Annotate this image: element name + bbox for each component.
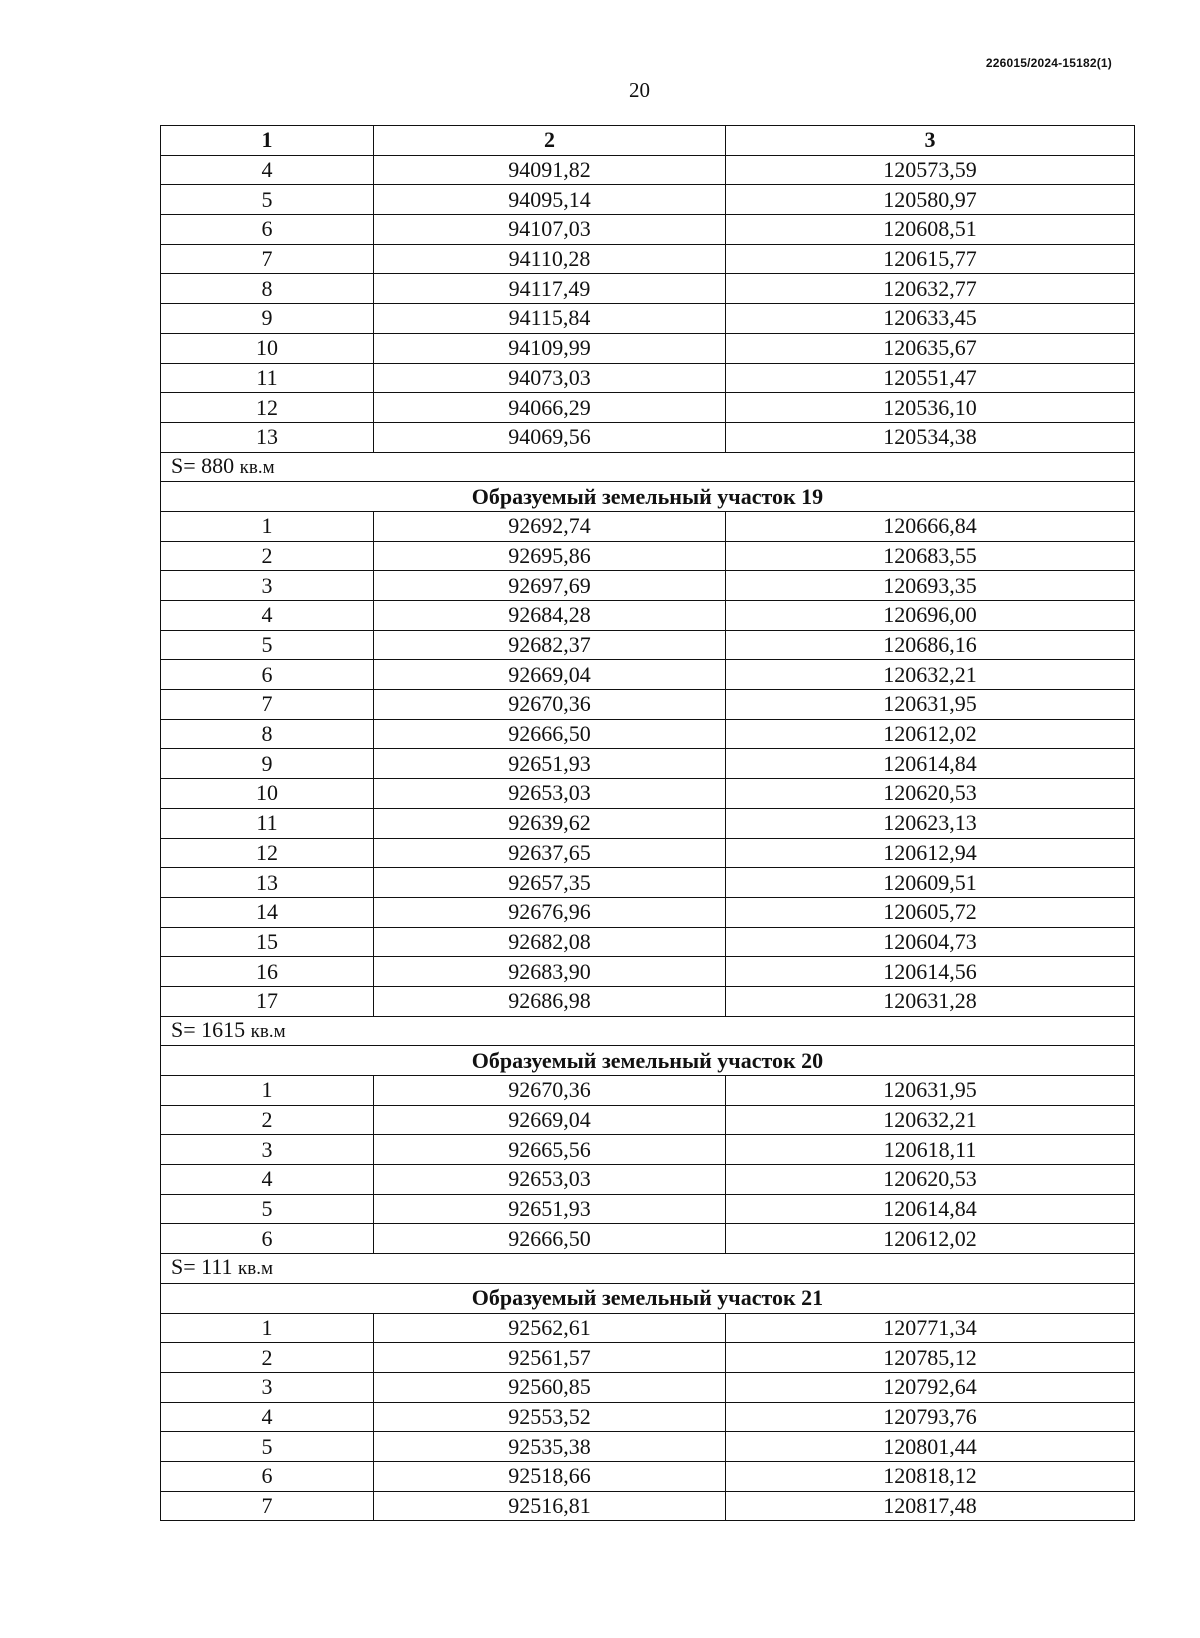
y-coordinate-cell: 120612,02: [726, 1224, 1135, 1254]
point-number-cell: 11: [161, 363, 374, 393]
table-header: [161, 126, 1135, 156]
point-number-cell: 9: [161, 749, 374, 779]
table-row: [161, 1194, 1135, 1224]
table-row: [161, 1224, 1135, 1254]
table-row: [161, 630, 1135, 660]
point-number-cell: 8: [161, 719, 374, 749]
area-value: S= 880: [171, 452, 235, 478]
table-row: [161, 363, 1135, 393]
table-row: [161, 333, 1135, 363]
table-row: [161, 1076, 1135, 1106]
table-row: [161, 215, 1135, 245]
y-coordinate-cell: 120683,55: [726, 541, 1135, 571]
y-coordinate-cell: 120604,73: [726, 927, 1135, 957]
point-number-cell: 17: [161, 986, 374, 1016]
table-row: [161, 660, 1135, 690]
point-number-cell: 16: [161, 957, 374, 987]
x-coordinate-cell: 92665,56: [374, 1135, 726, 1165]
y-coordinate-cell: 120615,77: [726, 244, 1135, 274]
table-row: [161, 393, 1135, 423]
table-row: [161, 1135, 1135, 1165]
table-row: [161, 1313, 1135, 1343]
x-coordinate-cell: 92683,90: [374, 957, 726, 987]
table-row: [161, 155, 1135, 185]
point-number-cell: 12: [161, 393, 374, 423]
point-number-cell: 13: [161, 868, 374, 898]
y-coordinate-cell: 120620,53: [726, 1165, 1135, 1195]
x-coordinate-cell: 94066,29: [374, 393, 726, 423]
table-row: [161, 808, 1135, 838]
y-coordinate-cell: 120635,67: [726, 333, 1135, 363]
header-row: [161, 126, 1135, 156]
table-row: [161, 838, 1135, 868]
table-row: [161, 749, 1135, 779]
point-number-cell: 5: [161, 1432, 374, 1462]
x-coordinate-cell: 92676,96: [374, 897, 726, 927]
point-number-cell: 7: [161, 244, 374, 274]
table-row: [161, 1432, 1135, 1462]
x-coordinate-cell: 92670,36: [374, 690, 726, 720]
x-coordinate-cell: 92561,57: [374, 1343, 726, 1373]
x-coordinate-cell: 94095,14: [374, 185, 726, 215]
y-coordinate-cell: 120785,12: [726, 1343, 1135, 1373]
point-number-cell: 10: [161, 333, 374, 363]
table-row: [161, 927, 1135, 957]
section-title: Образуемый земельный участок 19: [161, 482, 1135, 512]
y-coordinate-cell: 120693,35: [726, 571, 1135, 601]
header-col-2: 2: [374, 126, 726, 156]
point-number-cell: 11: [161, 808, 374, 838]
y-coordinate-cell: 120623,13: [726, 808, 1135, 838]
y-coordinate-cell: 120609,51: [726, 868, 1135, 898]
point-number-cell: 6: [161, 215, 374, 245]
y-coordinate-cell: 120771,34: [726, 1313, 1135, 1343]
point-number-cell: 8: [161, 274, 374, 304]
point-number-cell: 3: [161, 1372, 374, 1402]
x-coordinate-cell: 92653,03: [374, 779, 726, 809]
table-row: [161, 1343, 1135, 1373]
point-number-cell: 5: [161, 185, 374, 215]
point-number-cell: 1: [161, 1076, 374, 1106]
point-number-cell: 7: [161, 1491, 374, 1521]
table-row: [161, 1461, 1135, 1491]
y-coordinate-cell: 120536,10: [726, 393, 1135, 423]
x-coordinate-cell: 92669,04: [374, 660, 726, 690]
table-row: [161, 571, 1135, 601]
table-row: [161, 511, 1135, 541]
x-coordinate-cell: 92682,08: [374, 927, 726, 957]
area-cell: [161, 452, 1135, 482]
y-coordinate-cell: 120666,84: [726, 511, 1135, 541]
y-coordinate-cell: 120612,02: [726, 719, 1135, 749]
y-coordinate-cell: 120632,21: [726, 660, 1135, 690]
point-number-cell: 2: [161, 541, 374, 571]
table-row: [161, 541, 1135, 571]
y-coordinate-cell: 120580,97: [726, 185, 1135, 215]
y-coordinate-cell: 120817,48: [726, 1491, 1135, 1521]
x-coordinate-cell: 92639,62: [374, 808, 726, 838]
area-row: [161, 452, 1135, 482]
x-coordinate-cell: 94115,84: [374, 304, 726, 334]
table-row: [161, 601, 1135, 631]
section-row: [161, 482, 1135, 512]
point-number-cell: 14: [161, 897, 374, 927]
table-row: [161, 897, 1135, 927]
point-number-cell: 2: [161, 1105, 374, 1135]
table-row: [161, 986, 1135, 1016]
table-row: [161, 1491, 1135, 1521]
point-number-cell: 6: [161, 1461, 374, 1491]
x-coordinate-cell: 92686,98: [374, 986, 726, 1016]
x-coordinate-cell: 92516,81: [374, 1491, 726, 1521]
y-coordinate-cell: 120696,00: [726, 601, 1135, 631]
y-coordinate-cell: 120631,95: [726, 690, 1135, 720]
table-row: [161, 1372, 1135, 1402]
coordinates-table: [160, 125, 1135, 1521]
point-number-cell: 4: [161, 601, 374, 631]
x-coordinate-cell: 94107,03: [374, 215, 726, 245]
y-coordinate-cell: 120614,84: [726, 1194, 1135, 1224]
point-number-cell: 2: [161, 1343, 374, 1373]
x-coordinate-cell: 92670,36: [374, 1076, 726, 1106]
x-coordinate-cell: 94109,99: [374, 333, 726, 363]
x-coordinate-cell: 92669,04: [374, 1105, 726, 1135]
section-title: Образуемый земельный участок 20: [161, 1046, 1135, 1076]
table-row: [161, 957, 1135, 987]
y-coordinate-cell: 120573,59: [726, 155, 1135, 185]
point-number-cell: 5: [161, 1194, 374, 1224]
table-row: [161, 244, 1135, 274]
point-number-cell: 6: [161, 1224, 374, 1254]
page-number: [0, 78, 1200, 103]
x-coordinate-cell: 94069,56: [374, 422, 726, 452]
y-coordinate-cell: 120792,64: [726, 1372, 1135, 1402]
x-coordinate-cell: 92682,37: [374, 630, 726, 660]
area-row: [161, 1254, 1135, 1284]
x-coordinate-cell: 92666,50: [374, 719, 726, 749]
area-unit: кв.м: [238, 1258, 273, 1280]
point-number-cell: 1: [161, 1313, 374, 1343]
page-number-text: 20: [629, 78, 650, 102]
area-row: [161, 1016, 1135, 1046]
x-coordinate-cell: 92657,35: [374, 868, 726, 898]
y-coordinate-cell: 120612,94: [726, 838, 1135, 868]
table-row: [161, 868, 1135, 898]
point-number-cell: 1: [161, 511, 374, 541]
point-number-cell: 6: [161, 660, 374, 690]
area-cell: [161, 1254, 1135, 1284]
y-coordinate-cell: 120614,56: [726, 957, 1135, 987]
x-coordinate-cell: 92651,93: [374, 749, 726, 779]
area-value: S= 1615: [171, 1016, 246, 1042]
section-title: Образуемый земельный участок 21: [161, 1283, 1135, 1313]
header-col-1: 1: [161, 126, 374, 156]
area-unit: кв.м: [239, 456, 275, 478]
document-registration-number: 226015/2024-15182(1): [985, 56, 1112, 70]
y-coordinate-cell: 120614,84: [726, 749, 1135, 779]
table-row: [161, 185, 1135, 215]
point-number-cell: 3: [161, 571, 374, 601]
point-number-cell: 3: [161, 1135, 374, 1165]
area-unit: кв.м: [250, 1020, 286, 1042]
y-coordinate-cell: 120633,45: [726, 304, 1135, 334]
area-value: S= 111: [171, 1254, 233, 1280]
x-coordinate-cell: 92695,86: [374, 541, 726, 571]
x-coordinate-cell: 92637,65: [374, 838, 726, 868]
point-number-cell: 7: [161, 690, 374, 720]
y-coordinate-cell: 120686,16: [726, 630, 1135, 660]
x-coordinate-cell: 92518,66: [374, 1461, 726, 1491]
x-coordinate-cell: 92692,74: [374, 511, 726, 541]
x-coordinate-cell: 94073,03: [374, 363, 726, 393]
x-coordinate-cell: 94110,28: [374, 244, 726, 274]
table-row: [161, 274, 1135, 304]
point-number-cell: 5: [161, 630, 374, 660]
y-coordinate-cell: 120632,77: [726, 274, 1135, 304]
table-row: [161, 1402, 1135, 1432]
area-cell: [161, 1016, 1135, 1046]
header-col-3: 3: [726, 126, 1135, 156]
y-coordinate-cell: 120632,21: [726, 1105, 1135, 1135]
y-coordinate-cell: 120631,28: [726, 986, 1135, 1016]
x-coordinate-cell: 92651,93: [374, 1194, 726, 1224]
x-coordinate-cell: 92697,69: [374, 571, 726, 601]
table-row: [161, 304, 1135, 334]
x-coordinate-cell: 92560,85: [374, 1372, 726, 1402]
point-number-cell: 4: [161, 1402, 374, 1432]
table-row: [161, 690, 1135, 720]
y-coordinate-cell: 120608,51: [726, 215, 1135, 245]
point-number-cell: 15: [161, 927, 374, 957]
y-coordinate-cell: 120551,47: [726, 363, 1135, 393]
y-coordinate-cell: 120620,53: [726, 779, 1135, 809]
x-coordinate-cell: 92653,03: [374, 1165, 726, 1195]
y-coordinate-cell: 120605,72: [726, 897, 1135, 927]
point-number-cell: 12: [161, 838, 374, 868]
point-number-cell: 13: [161, 422, 374, 452]
table-row: [161, 1105, 1135, 1135]
y-coordinate-cell: 120631,95: [726, 1076, 1135, 1106]
table-row: [161, 422, 1135, 452]
x-coordinate-cell: 94091,82: [374, 155, 726, 185]
point-number-cell: 4: [161, 155, 374, 185]
x-coordinate-cell: 92684,28: [374, 601, 726, 631]
table-row: [161, 1165, 1135, 1195]
table-row: [161, 779, 1135, 809]
y-coordinate-cell: 120618,11: [726, 1135, 1135, 1165]
point-number-cell: 10: [161, 779, 374, 809]
point-number-cell: 9: [161, 304, 374, 334]
table-body: [161, 155, 1135, 1521]
table-row: [161, 719, 1135, 749]
y-coordinate-cell: 120818,12: [726, 1461, 1135, 1491]
section-row: [161, 1046, 1135, 1076]
y-coordinate-cell: 120534,38: [726, 422, 1135, 452]
y-coordinate-cell: 120801,44: [726, 1432, 1135, 1462]
x-coordinate-cell: 94117,49: [374, 274, 726, 304]
x-coordinate-cell: 92553,52: [374, 1402, 726, 1432]
x-coordinate-cell: 92535,38: [374, 1432, 726, 1462]
y-coordinate-cell: 120793,76: [726, 1402, 1135, 1432]
section-row: [161, 1283, 1135, 1313]
x-coordinate-cell: 92666,50: [374, 1224, 726, 1254]
x-coordinate-cell: 92562,61: [374, 1313, 726, 1343]
point-number-cell: 4: [161, 1165, 374, 1195]
